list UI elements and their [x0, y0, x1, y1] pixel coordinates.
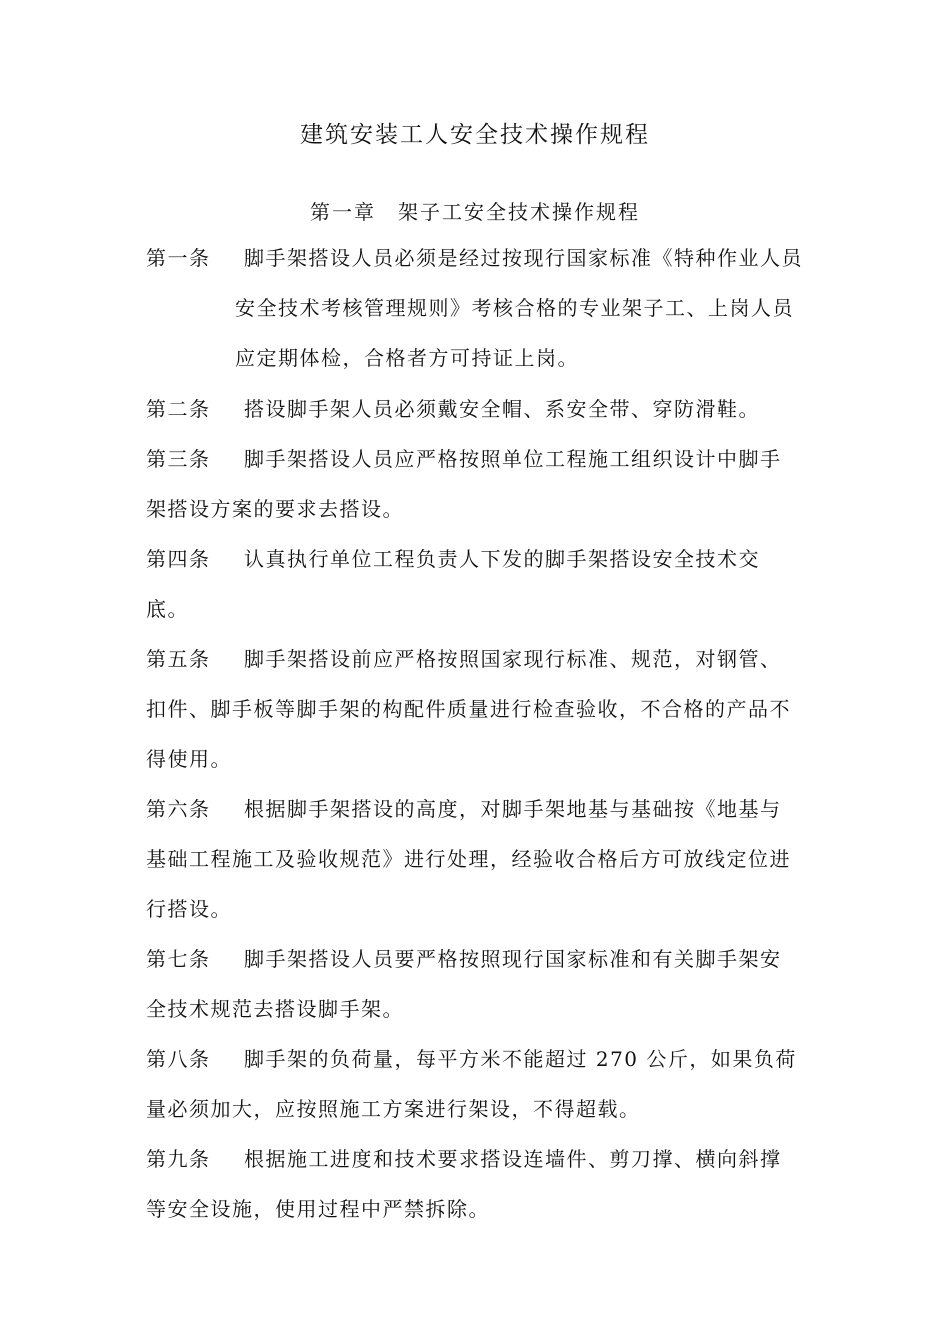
article-text-line: 行搭设。 [146, 897, 232, 921]
article-number: 第九条 [146, 1147, 211, 1171]
document-title: 建筑安装工人安全技术操作规程 [300, 122, 650, 148]
article-number: 第一条 [146, 246, 211, 270]
article-8 [146, 1034, 806, 1134]
article-text-line: 等安全设施，使用过程中严禁拆除。 [146, 1197, 490, 1221]
article-text-line: 根据施工进度和技术要求搭设连墙件、剪刀撑、横向斜撑 [244, 1147, 782, 1171]
article-3 [146, 434, 806, 534]
article-2 [146, 384, 806, 434]
article-text-line: 根据脚手架搭设的高度，对脚手架地基与基础按《地基与 [244, 797, 782, 821]
article-text-line: 底。 [146, 597, 189, 621]
article-number: 第八条 [146, 1047, 211, 1071]
article-number: 第二条 [146, 397, 211, 421]
article-number: 第三条 [146, 447, 211, 471]
article-6 [146, 784, 806, 934]
article-text-line: 扣件、脚手板等脚手架的构配件质量进行检查验收，不合格的产品不 [146, 697, 791, 721]
article-text-line: 脚手架搭设前应严格按照国家现行标准、规范，对钢管、 [244, 647, 782, 671]
article-text-line: 脚手架的负荷量，每平方米不能超过 270 公斤，如果负荷 [244, 1047, 797, 1071]
article-5 [146, 634, 806, 784]
article-number: 第五条 [146, 647, 211, 671]
article-number: 第六条 [146, 797, 211, 821]
article-text-line: 认真执行单位工程负责人下发的脚手架搭设安全技术交 [244, 547, 760, 571]
article-text-line: 全技术规范去搭设脚手架。 [146, 997, 404, 1021]
article-text-line: 应定期体检，合格者方可持证上岗。 [235, 346, 579, 370]
article-text-line: 脚手架搭设人员应严格按照单位工程施工组织设计中脚手 [244, 447, 782, 471]
article-7 [146, 934, 806, 1034]
article-number: 第四条 [146, 547, 211, 571]
article-text-line: 安全技术考核管理规则》考核合格的专业架子工、上岗人员 [235, 296, 794, 320]
chapter-heading: 第一章 架子工安全技术操作规程 [310, 200, 640, 224]
article-text-line: 脚手架搭设人员要严格按照现行国家标准和有关脚手架安 [244, 947, 782, 971]
article-text-line: 脚手架搭设人员必须是经过按现行国家标准《特种作业人员 [244, 246, 803, 270]
article-9 [146, 1134, 806, 1234]
article-1 [146, 233, 806, 383]
article-text-line: 基础工程施工及验收规范》进行处理，经验收合格后方可放线定位进 [146, 847, 791, 871]
article-text-line: 得使用。 [146, 747, 232, 771]
article-text-line: 搭设脚手架人员必须戴安全帽、系安全带、穿防滑鞋。 [244, 397, 760, 421]
article-text-line: 架搭设方案的要求去搭设。 [146, 497, 404, 521]
article-4 [146, 534, 806, 634]
article-text-line: 量必须加大，应按照施工方案进行架设，不得超载。 [146, 1097, 641, 1121]
article-number: 第七条 [146, 947, 211, 971]
